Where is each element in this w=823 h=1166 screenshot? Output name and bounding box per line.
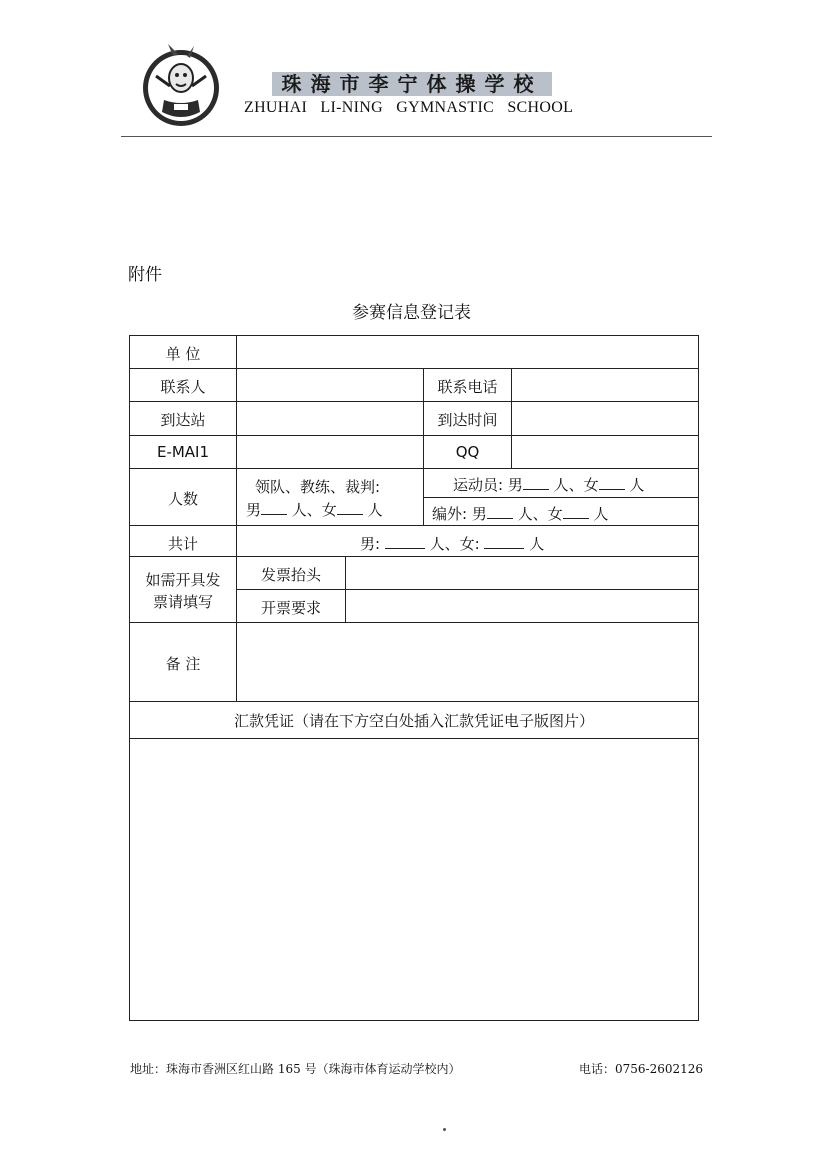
unit-input[interactable] [236, 335, 699, 369]
staff-label: 领队、教练、裁判: [255, 478, 381, 496]
headcount-label: 人数 [167, 490, 198, 508]
contact-input[interactable] [236, 368, 424, 402]
total-end-text: 人 [529, 535, 545, 553]
total-male-text: 男: [360, 535, 381, 553]
total-line [360, 533, 544, 554]
staff-female-blank[interactable] [337, 501, 363, 515]
footer-address: 地址：珠海市香洲区红山路 165 号（珠海市体育运动学校内） [130, 1062, 461, 1076]
athlete-female-blank[interactable] [599, 476, 625, 490]
invoice-title-label: 发票抬头 [260, 566, 321, 584]
remittance-label: 汇款凭证（请在下方空白处插入汇款凭证电子版图片） [233, 712, 594, 730]
invoice-req-input[interactable] [345, 589, 699, 623]
unit-label: 单 位 [165, 345, 201, 363]
arrival-time-input[interactable] [511, 401, 699, 436]
total-label: 共计 [167, 535, 198, 553]
staff-gender-line [246, 499, 383, 520]
extra-end: 人 [593, 505, 609, 523]
athlete-prefix: 运动员: 男 [453, 476, 523, 494]
athlete-line [453, 474, 644, 495]
athlete-end: 人 [629, 476, 645, 494]
email-input[interactable] [236, 435, 424, 469]
contact-label: 联系人 [160, 378, 206, 396]
station-label: 到达站 [160, 411, 206, 429]
school-name-cn: 珠海市李宁体操学校 [272, 72, 552, 96]
total-female-blank[interactable] [484, 535, 524, 549]
extra-mid: 人、女 [517, 505, 563, 523]
remarks-input[interactable] [236, 622, 699, 702]
email-label: E-MAI1 [156, 443, 210, 461]
staff-male-blank[interactable] [261, 501, 287, 515]
footer-phone: 电话：0756-2602126 [579, 1062, 704, 1076]
staff-end-text: 人 [367, 501, 383, 519]
extra-line [432, 503, 608, 524]
qq-input[interactable] [511, 435, 699, 469]
remarks-label: 备 注 [165, 655, 201, 673]
invoice-label-line2: 票请填写 [152, 593, 213, 611]
school-name-en: ZHUHAI LI-NING GYMNASTIC SCHOOL [244, 99, 574, 116]
attachment-label: 附件 [128, 265, 162, 285]
header-divider [121, 136, 712, 137]
athlete-male-blank[interactable] [523, 476, 549, 490]
form-title: 参赛信息登记表 [352, 303, 471, 323]
extra-prefix: 编外: 男 [432, 505, 487, 523]
phone-label: 联系电话 [437, 378, 498, 396]
scan-speck [443, 1128, 446, 1131]
invoice-title-input[interactable] [345, 556, 699, 590]
total-male-blank[interactable] [385, 535, 425, 549]
invoice-req-label: 开票要求 [260, 599, 321, 617]
invoice-label-line1: 如需开具发 [145, 571, 221, 589]
qq-label: QQ [455, 443, 480, 461]
athlete-mid: 人、女 [553, 476, 599, 494]
staff-female-text: 人、女 [291, 501, 337, 519]
remittance-image-area[interactable] [129, 738, 699, 1021]
staff-male-text: 男 [246, 501, 262, 519]
total-mid-text: 人、女: [429, 535, 480, 553]
extra-female-blank[interactable] [563, 505, 589, 519]
phone-input[interactable] [511, 368, 699, 402]
school-logo-icon [140, 42, 222, 128]
extra-male-blank[interactable] [487, 505, 513, 519]
arrival-time-label: 到达时间 [437, 411, 498, 429]
station-input[interactable] [236, 401, 424, 436]
